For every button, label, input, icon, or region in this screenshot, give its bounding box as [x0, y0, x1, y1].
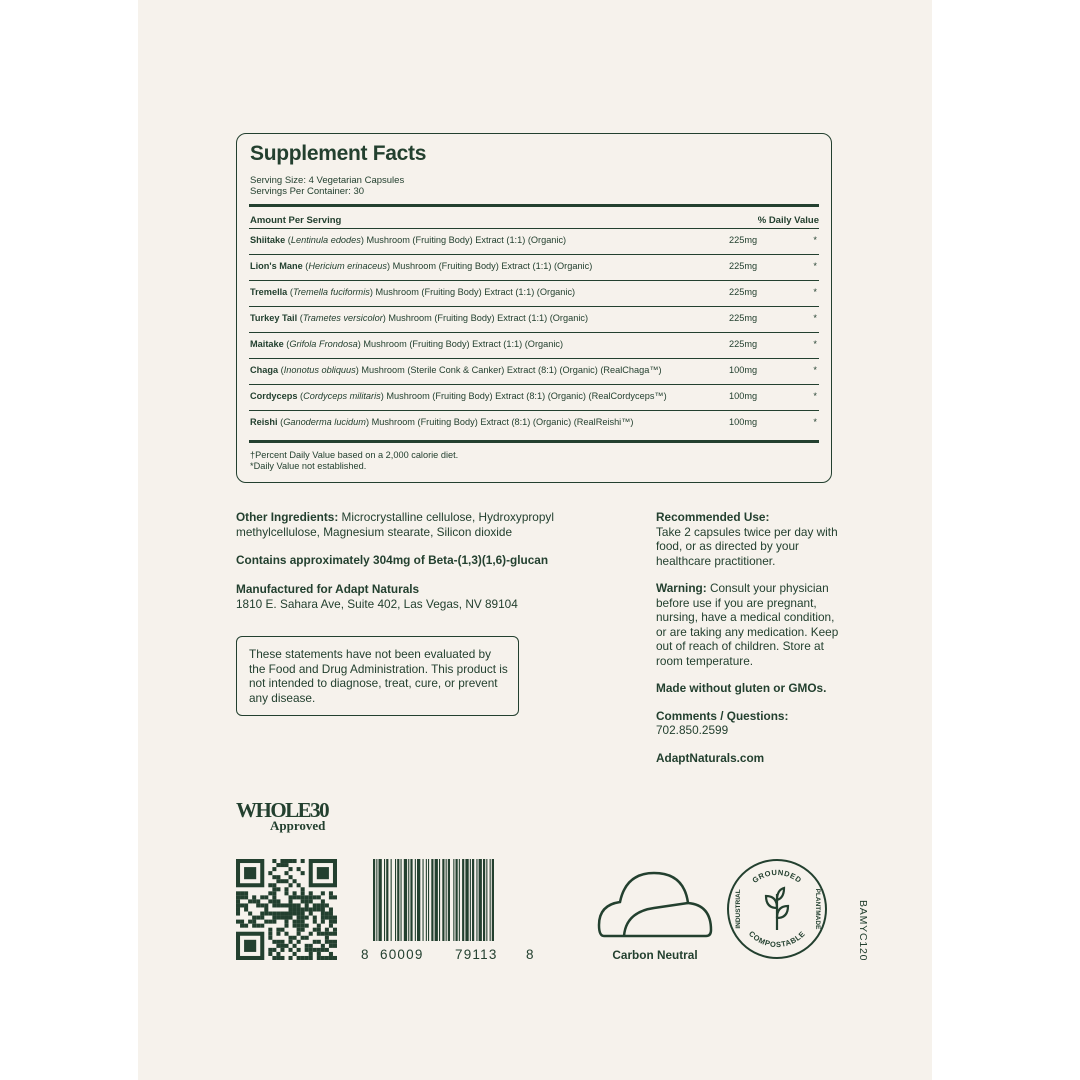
- ingredient-dv: *: [813, 339, 817, 349]
- gluten-statement: Made without gluten or GMOs.: [656, 681, 827, 695]
- ingredient-amount: 225mg: [729, 261, 758, 271]
- glucan-content: Contains approximately 304mg of Beta-(1,3)(1,6)-glucan: [236, 553, 549, 567]
- ingredient-amount: 100mg: [729, 417, 758, 427]
- ingredient-dv: *: [813, 313, 817, 323]
- ingredient-latin-name: Trametes versicolor: [302, 313, 383, 323]
- facts-row: [249, 410, 819, 436]
- amount-header: Amount Per Serving: [250, 215, 342, 226]
- ingredient-common-name: Chaga: [250, 365, 279, 375]
- servings-per-container: Servings Per Container: 30: [250, 186, 365, 197]
- recommended-use-label: Recommended Use:: [656, 510, 770, 524]
- other-ingredients: [236, 510, 586, 539]
- barcode: [373, 859, 533, 941]
- ingredient-description: Mushroom (Fruiting Body) Extract (8:1) (Organic) (RealReishi™): [371, 417, 634, 427]
- row-divider: [249, 358, 819, 359]
- ingredient-latin-name: Grifola Frondosa: [289, 339, 358, 349]
- ingredient-latin-name: Hericium erinaceus: [308, 261, 387, 271]
- facts-row: [249, 280, 819, 306]
- facts-row: [249, 384, 819, 410]
- phone-number: 702.850.2599: [656, 723, 729, 737]
- facts-row: [249, 332, 819, 358]
- whole30-approved: Approved: [270, 818, 326, 833]
- website: AdaptNaturals.com: [656, 750, 765, 765]
- usage-info: [656, 510, 846, 778]
- ingredient-description: Mushroom (Sterile Conk & Canker) Extract (8:1) (Organic) (RealChaga™): [361, 365, 662, 375]
- facts-divider: [249, 204, 819, 207]
- facts-row: [249, 254, 819, 280]
- carbon-neutral-label: Carbon Neutral: [612, 948, 698, 962]
- facts-divider: [249, 440, 819, 443]
- ingredient-dv: *: [813, 261, 817, 271]
- facts-title: Supplement Facts: [250, 142, 427, 165]
- serving-size: Serving Size: 4 Vegetarian Capsules: [250, 175, 405, 186]
- ingredient-description: Mushroom (Fruiting Body) Extract (1:1) (Organic): [375, 287, 576, 297]
- whole30-wordmark: WHOLE30: [236, 798, 329, 822]
- seal-bottom-text: COMPOSTABLE: [746, 929, 808, 950]
- svg-text:GROUNDED: [751, 868, 804, 885]
- ingredient-name: Reishi (Ganoderma lucidum) Mushroom (Fruiting Body) Extract (8:1) (Organic) (RealReishi™): [250, 417, 634, 427]
- ingredient-common-name: Turkey Tail: [250, 313, 298, 323]
- ingredient-description: Mushroom (Fruiting Body) Extract (1:1) (Organic): [363, 339, 564, 349]
- supplement-facts-panel: [236, 133, 832, 483]
- ingredient-name: Cordyceps (Cordyceps militaris) Mushroom (Fruiting Body) Extract (8:1) (Organic) (RealCordyceps™): [250, 391, 667, 401]
- ingredient-amount: 100mg: [729, 365, 758, 375]
- seal-top-text: GROUNDED: [750, 867, 804, 885]
- row-divider: [249, 280, 819, 281]
- seal-right-text: PLANTMADE: [814, 888, 821, 930]
- comments-label: Comments / Questions:: [656, 708, 789, 723]
- ingredient-dv: *: [813, 235, 817, 245]
- row-divider: [249, 228, 819, 229]
- ingredient-amount: 100mg: [729, 391, 758, 401]
- ingredient-common-name: Reishi: [250, 417, 278, 427]
- facts-row: [249, 228, 819, 254]
- qr-code: [236, 859, 337, 960]
- manufacturer: [236, 582, 518, 611]
- ingredient-amount: 225mg: [729, 313, 758, 323]
- warning-text: Consult your physician before use if you are pregnant, nursing, have a medical condition, or are taking any medication. Keep out of reach of children. Store at room temperature.: [656, 581, 839, 668]
- ingredient-latin-name: Inonotus obliquus: [283, 365, 356, 375]
- ingredient-name: Chaga (Inonotus obliquus) Mushroom (Sterile Conk & Canker) Extract (8:1) (Organic) (RealChaga™): [250, 365, 662, 375]
- row-divider: [249, 384, 819, 385]
- footnote-not-established: *Daily Value not established.: [250, 461, 367, 471]
- lot-code: BAMYC120: [857, 900, 869, 962]
- ingredient-name: Turkey Tail (Trametes versicolor) Mushroom (Fruiting Body) Extract (1:1) (Organic): [250, 313, 589, 323]
- barcode-digits-left: 60009: [380, 947, 424, 962]
- daily-value-header: % Daily Value: [757, 215, 819, 226]
- ingredient-dv: *: [813, 365, 817, 375]
- ingredient-dv: *: [813, 417, 817, 427]
- row-divider: [249, 306, 819, 307]
- ingredient-name: Shiitake (Lentinula edodes) Mushroom (Fruiting Body) Extract (1:1) (Organic): [250, 235, 567, 245]
- facts-footnotes: [250, 450, 458, 472]
- fda-disclaimer-box: [236, 636, 519, 716]
- leaf-icon: [766, 888, 788, 930]
- row-divider: [249, 332, 819, 333]
- other-ingredients-text: Microcrystalline cellulose, Hydroxypropyl methylcellulose, Magnesium stearate, Silicon dioxide: [236, 510, 554, 539]
- ingredient-dv: *: [813, 287, 817, 297]
- barcode-digits-right: 79113: [455, 947, 498, 962]
- ingredient-common-name: Tremella: [250, 287, 288, 297]
- other-ingredients-label: Other Ingredients:: [236, 510, 339, 524]
- serving-info: [250, 175, 404, 197]
- fda-disclaimer: These statements have not been evaluated by the Food and Drug Administration. This product is not intended to diagnose, treat, cure, or prevent any disease.: [249, 647, 508, 705]
- ingredient-amount: 225mg: [729, 339, 758, 349]
- ingredient-name: Tremella (Tremella fuciformis) Mushroom (Fruiting Body) Extract (1:1) (Organic): [250, 287, 576, 297]
- recommended-use: [656, 510, 846, 568]
- ingredient-amount: 225mg: [729, 235, 758, 245]
- whole30-logo: [236, 800, 328, 832]
- manufacturer-name: Manufactured for Adapt Naturals: [236, 582, 420, 596]
- ingredient-name: Lion's Mane (Hericium erinaceus) Mushroom (Fruiting Body) Extract (1:1) (Organic): [250, 261, 593, 271]
- compostable-seal-icon: [726, 858, 828, 960]
- warning: [656, 581, 846, 668]
- ingredient-amount: 225mg: [729, 287, 758, 297]
- ingredient-description: Mushroom (Fruiting Body) Extract (1:1) (Organic): [366, 235, 567, 245]
- barcode-digit-last: 8: [526, 947, 535, 962]
- row-divider: [249, 254, 819, 255]
- ingredient-description: Mushroom (Fruiting Body) Extract (1:1) (Organic): [392, 261, 593, 271]
- row-divider: [249, 410, 819, 411]
- seal-left-text: INDUSTRIAL: [735, 889, 742, 929]
- ingredient-common-name: Shiitake: [250, 235, 286, 245]
- footnote-dv: †Percent Daily Value based on a 2,000 calorie diet.: [250, 450, 459, 460]
- ingredient-description: Mushroom (Fruiting Body) Extract (8:1) (Organic) (RealCordyceps™): [386, 391, 667, 401]
- ingredient-latin-name: Ganoderma lucidum: [283, 417, 366, 427]
- ingredient-latin-name: Cordyceps militaris: [303, 391, 381, 401]
- ingredient-description: Mushroom (Fruiting Body) Extract (1:1) (Organic): [388, 313, 589, 323]
- manufacturer-address: 1810 E. Sahara Ave, Suite 402, Las Vegas, NV 89104: [236, 596, 518, 611]
- ingredient-common-name: Maitake: [250, 339, 284, 349]
- ingredient-common-name: Cordyceps: [250, 391, 298, 401]
- cloud-icon: [596, 870, 714, 940]
- barcode-digit-first: 8: [361, 947, 370, 962]
- recommended-use-text: Take 2 capsules twice per day with food, or as directed by your healthcare practitioner.: [656, 524, 838, 568]
- facts-row: [249, 358, 819, 384]
- ingredient-common-name: Lion's Mane: [250, 261, 303, 271]
- contact: [656, 709, 846, 738]
- ingredient-name: Maitake (Grifola Frondosa) Mushroom (Fruiting Body) Extract (1:1) (Organic): [250, 339, 564, 349]
- facts-row: [249, 306, 819, 332]
- ingredient-dv: *: [813, 391, 817, 401]
- ingredient-latin-name: Tremella fuciformis: [292, 287, 370, 297]
- ingredient-latin-name: Lentinula edodes: [290, 235, 361, 245]
- svg-text:COMPOSTABLE: [747, 929, 807, 949]
- warning-label: Warning:: [656, 581, 707, 595]
